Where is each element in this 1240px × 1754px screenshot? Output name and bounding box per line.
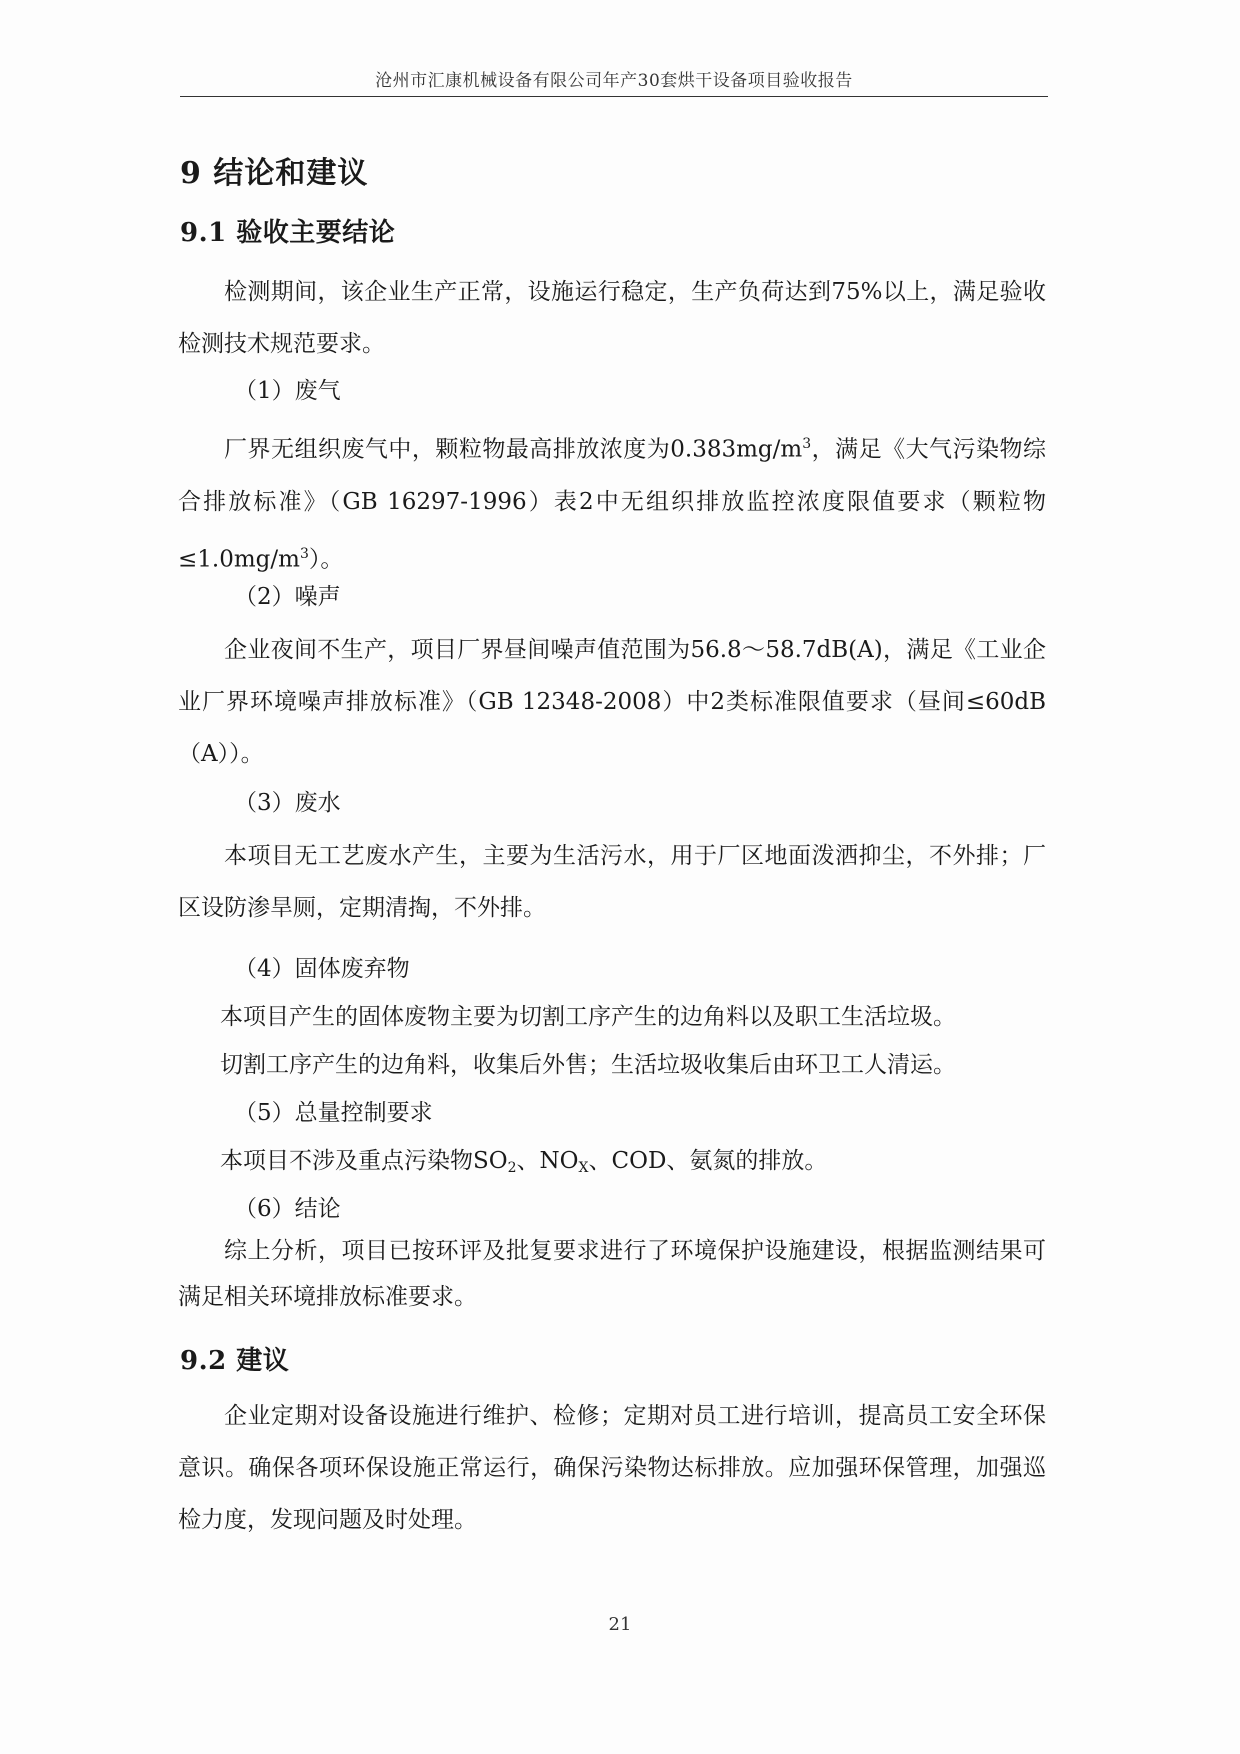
gas-text-a: 厂界无组织废气中，颗粒物最高排放浓度为0.383mg/m (224, 436, 803, 463)
total-text-c: 、COD、氨氮的排放。 (588, 1148, 828, 1174)
conclusion-paragraph: 综上分析，项目已按环评及批复要求进行了环境保护设施建设，根据监测结果可满足相关环境排放标准要求。 (178, 1238, 1046, 1310)
gas-superscript-1: 3 (802, 436, 812, 452)
solid-waste-line-2: 切割工序产生的边角料，收集后外售；生活垃圾收集后由环卫工人清运。 (220, 1052, 956, 1078)
water-label: （3）废水 (234, 790, 341, 816)
water-paragraph: 本项目无工艺废水产生，主要为生活污水，用于厂区地面泼洒抑尘，不外排；厂区设防渗旱厕，定期清掏，不外排。 (178, 843, 1046, 921)
section-title-9-1: 9.1 验收主要结论 (180, 218, 396, 248)
noise-label: （2）噪声 (234, 584, 341, 610)
conclusion-label: （6）结论 (234, 1196, 341, 1222)
gas-paragraph (178, 418, 1046, 585)
solid-waste-line-1: 本项目产生的固体废物主要为切割工序产生的边角料以及职工生活垃圾。 (220, 1004, 956, 1030)
page-number: 21 (608, 1614, 632, 1635)
solid-waste-label: （4）固体废弃物 (234, 956, 410, 982)
header-rule (180, 96, 1048, 97)
total-text-b: 、NO (516, 1148, 579, 1174)
so2-subscript: 2 (507, 1160, 517, 1176)
gas-text-c: ）。 (308, 546, 344, 573)
suggestion-paragraph: 企业定期对设备设施进行维护、检修；定期对员工进行培训，提高员工安全环保意识。确保各项环保设施正常运行，确保污染物达标排放。应加强环保管理，加强巡检力度，发现问题及时处理。 (178, 1403, 1046, 1533)
gas-text-b: ，满足《大气污染物综合排放标准》（GB 16297-1996）表2中无组织排放监控浓度限值要求（颗粒物≤1.0mg/m (178, 436, 1047, 573)
chapter-title: 9 结论和建议 (180, 156, 369, 191)
total-text-a: 本项目不涉及重点污染物SO (220, 1148, 508, 1174)
intro-paragraph: 检测期间，该企业生产正常，设施运行稳定，生产负荷达到75%以上，满足验收检测技术规范要求。 (178, 279, 1046, 357)
total-control-label: （5）总量控制要求 (234, 1100, 433, 1126)
total-control-line (220, 1142, 827, 1176)
noise-paragraph: 企业夜间不生产，项目厂界昼间噪声值范围为56.8～58.7dB(A)，满足《工业企业厂界环境噪声排放标准》（GB 12348-2008）中2类标准限值要求（昼间≤60dB（A））。 (178, 637, 1046, 767)
nox-subscript: X (578, 1160, 589, 1176)
section-title-9-2: 9.2 建议 (180, 1346, 290, 1376)
gas-superscript-2: 3 (299, 545, 309, 562)
gas-label: （1）废气 (234, 378, 341, 404)
running-header: 沧州市汇康机械设备有限公司年产30套烘干设备项目验收报告 (375, 71, 853, 91)
